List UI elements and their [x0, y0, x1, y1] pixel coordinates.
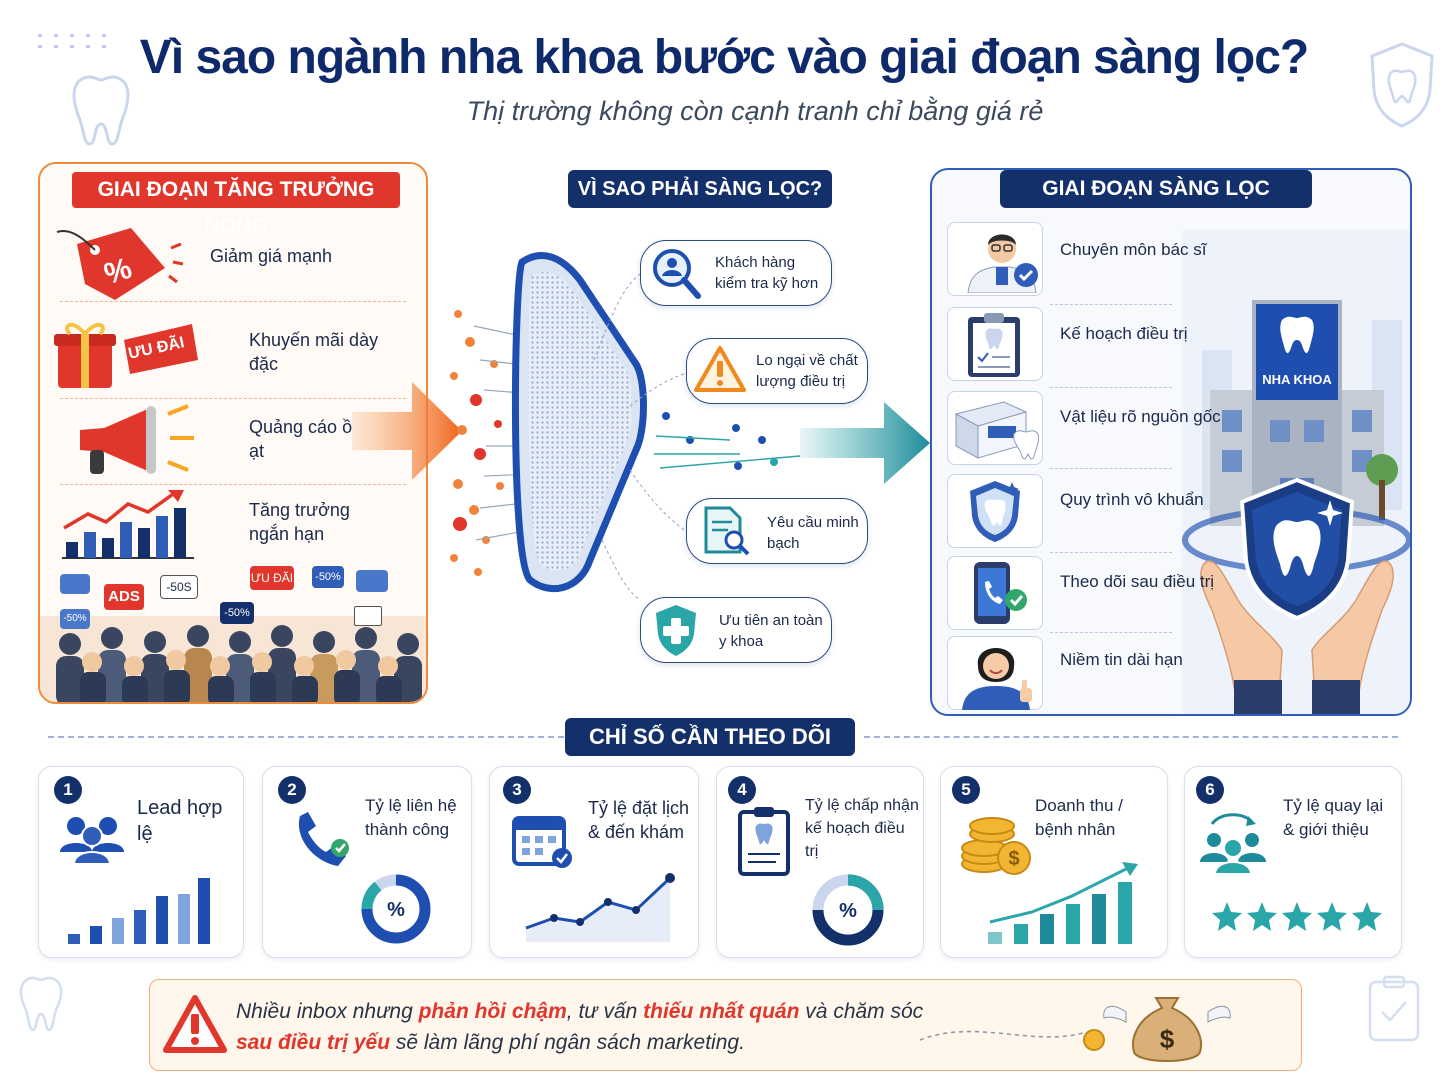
- clipboard-icon: [964, 311, 1024, 379]
- right-item-plan-label: Kế hoạch điều trị: [1060, 324, 1188, 343]
- highlight-inconsistent: thiếu nhất quán: [643, 1000, 800, 1023]
- promo-bubble: ƯU ĐÃI: [250, 566, 294, 590]
- reason-transparency-label: Yêu cầu minh bạch: [767, 514, 859, 552]
- divider: [1050, 632, 1172, 633]
- tooth-outline-icon: [16, 972, 66, 1036]
- divider: [60, 301, 406, 302]
- divider: [1050, 387, 1172, 388]
- divider: [1050, 304, 1172, 305]
- svg-text:%: %: [100, 251, 136, 292]
- divider: [1050, 468, 1172, 469]
- metric-number: 6: [1196, 776, 1224, 804]
- flying-money-bag-icon: [916, 988, 1252, 1068]
- percent-tag-icon: [55, 218, 185, 302]
- metric-label: Tỷ lệ chấp nhận kế hoạch điều trị: [805, 797, 919, 860]
- growth-bars-icon: [982, 860, 1144, 944]
- metric-number: 2: [278, 776, 306, 804]
- metric-label: Tỷ lệ đặt lịch & đến khám: [588, 798, 690, 842]
- metric-number: 4: [728, 776, 756, 804]
- material-box-icon: [952, 398, 1040, 462]
- why-screening-title: VÌ SAO PHẢI SÀNG LỌC?: [568, 170, 832, 208]
- chat-bubble-icon: [60, 574, 90, 594]
- gauge-label: %: [387, 899, 405, 921]
- metric-label: Tỷ lệ liên hệ thành công: [365, 796, 457, 839]
- search-user-icon: [650, 246, 702, 300]
- right-item-sterile-label: Quy trình vô khuẩn: [1060, 490, 1204, 509]
- percent-gauge-icon: [358, 872, 434, 946]
- discount-bubble: -50%: [312, 566, 344, 588]
- users-icon: [58, 812, 126, 864]
- medical-shield-icon: [652, 602, 700, 658]
- left-item-ads-label: Quảng cáo ồ ạt: [249, 417, 353, 461]
- metric-label: Lead hợp lệ: [137, 797, 223, 845]
- divider: [1050, 552, 1172, 553]
- chat-bubble-icon: [356, 570, 388, 592]
- document-search-icon: [702, 504, 752, 558]
- promo-badge: ƯU ĐÃI: [126, 334, 186, 363]
- svg-text:$: $: [1008, 848, 1020, 870]
- discount-bubble: -50%: [60, 609, 90, 629]
- reason-customer-check-label: Khách hàng kiểm tra kỹ hơn: [715, 254, 819, 292]
- right-item-doctor-label: Chuyên môn bác sĩ: [1060, 240, 1207, 259]
- calendar-icon: [512, 812, 578, 870]
- phone-icon: [968, 560, 1030, 626]
- patient-icon: [956, 632, 1040, 710]
- metric-label: Tỷ lệ quay lại & giới thiệu: [1283, 796, 1384, 839]
- divider: [48, 736, 564, 738]
- highlight-slow-response: phản hồi chậm: [418, 1000, 567, 1023]
- left-item-promo-label: Khuyến mãi dày đặc: [249, 330, 379, 374]
- highlight-weak-aftercare: sau điều trị yếu: [236, 1031, 391, 1054]
- clinic-illustration: [1182, 230, 1412, 716]
- star-rating-icon: [1210, 900, 1386, 934]
- percent-gauge-icon: [808, 872, 888, 948]
- metric-number: 5: [952, 776, 980, 804]
- warning-triangle-icon: [162, 994, 228, 1054]
- divider: [60, 484, 406, 485]
- svg-text:$: $: [1159, 1024, 1175, 1054]
- growth-chart-icon: [58, 488, 198, 560]
- clinic-sign: NHA KHOA: [1262, 372, 1332, 387]
- referral-icon: [1198, 810, 1270, 876]
- page-title: Vì sao ngành nha khoa bước vào giai đoạn sàng lọc?: [139, 31, 1309, 84]
- metric-number: 3: [503, 776, 531, 804]
- reason-quality-concern-label: Lo ngại về chất lượng điều trị: [756, 352, 858, 390]
- warning-text: Nhiều inbox nhưng phản hồi chậm, tư vấn thiếu nhất quán và chăm sóc sau điều trị yếu sẽ làm lãng phí ngân sách marketing.: [236, 1000, 924, 1054]
- gauge-label: %: [839, 900, 857, 922]
- gift-icon: [52, 316, 202, 392]
- right-item-trust-label: Niềm tin dài hạn: [1060, 650, 1183, 669]
- warning-icon: [694, 344, 746, 394]
- clipboard-tooth-icon: [736, 806, 794, 876]
- hot-growth-title: GIAI ĐOẠN TĂNG TRƯỞNG NÓNG: [72, 172, 400, 208]
- bar-chart-icon: [64, 872, 216, 944]
- doctor-icon: [962, 225, 1042, 293]
- screening-title: GIAI ĐOẠN SÀNG LỌC: [1000, 170, 1312, 208]
- clipboard-outline-icon: [1364, 974, 1424, 1044]
- phone-check-icon: [292, 808, 356, 870]
- megaphone-icon: [70, 402, 210, 480]
- reason-medical-safety-label: Ưu tiên an toàn y khoa: [719, 612, 823, 650]
- ads-bubble: ADS: [104, 584, 144, 610]
- metric-number: 1: [54, 776, 82, 804]
- line-chart-icon: [520, 868, 684, 946]
- discount-bubble: -50S: [160, 575, 198, 599]
- teal-arrow-icon: [800, 398, 934, 488]
- metrics-title: CHỈ SỐ CẦN THEO DÕI: [565, 718, 855, 756]
- left-item-discount-label: Giảm giá mạnh: [210, 246, 333, 266]
- discount-bubble: -50%: [220, 602, 254, 624]
- mail-icon: [354, 606, 382, 626]
- right-item-material-label: Vật liệu rõ nguồn gốc: [1060, 407, 1221, 426]
- page-subtitle: Thị trường không còn cạnh tranh chỉ bằng giá rẻ: [466, 96, 1044, 126]
- divider: [864, 736, 1398, 738]
- right-item-followup-label: Theo dõi sau điều trị: [1060, 572, 1215, 591]
- left-item-shortterm-label: Tăng trưởng ngắn hạn: [249, 500, 350, 544]
- sterile-shield-icon: [966, 478, 1024, 544]
- metric-label: Doanh thu / bệnh nhân: [1035, 796, 1123, 839]
